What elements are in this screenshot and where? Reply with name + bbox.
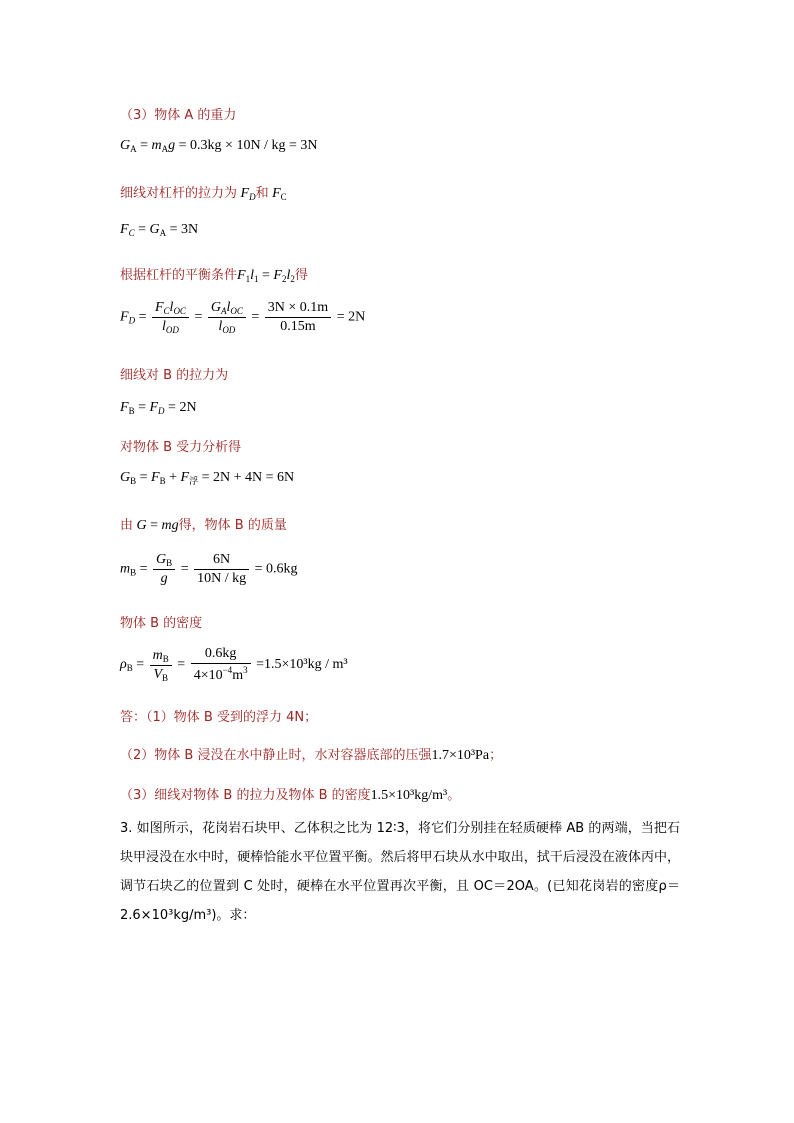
equation-fc-rhs: = 3N	[169, 222, 199, 237]
answer-2	[120, 744, 502, 764]
text-lever-condition: 根据杠杆的平衡条件$F_1l_1 = F_2l_2$得	[120, 268, 308, 284]
text-density-of-b: 物体 B 的密度	[120, 616, 203, 631]
text-you: 由	[120, 518, 134, 533]
fraction-fd-2: $\frac{G_Al_{OC}}{l_{OD}}$	[208, 300, 246, 335]
fraction-fd-3: $\frac{3N \times 0.1m}{0.15m}$	[265, 300, 331, 335]
equation-mb-result: = 0.6kg	[254, 561, 298, 577]
equation-gb-rhs: = 2N + 4N = 6N	[201, 470, 295, 485]
fraction-rho-2: $\frac{0.6kg}{4\times 10^{-4}m^3}$	[191, 646, 251, 684]
fraction-mb-2: $\frac{6N}{10N / kg}$	[194, 552, 249, 587]
fraction-rho-1: $\frac{m_B}{V_B}$	[150, 648, 172, 683]
fraction-fd-1: $\frac{F_Cl_{OC}}{l_{OD}}$	[152, 300, 189, 335]
equation-rho-result: =1.5×10³kg / m³	[256, 657, 348, 673]
equation-ga: $G_A = m_Ag = 0.3kg \times 10N$ / kg = 3N	[120, 138, 318, 154]
text-gravity-of-a: （3）物体 A 的重力	[120, 108, 237, 123]
equation-fc: $F_C = G_A = 3N$	[120, 222, 199, 238]
text-mass-of-b: 得，物体 B 的质量	[178, 518, 287, 533]
text-force-analysis-b: 对物体 B 受力分析得	[120, 440, 242, 455]
text-string-forces: 细线对杠杆的拉力为 $F_D$和 $F_C$	[120, 186, 287, 202]
equation-rho-b: $\rho_B$ = $\frac{m_B}{V_B}$ = $\frac{0.6kg}{4\times 10^{-4}m^3}$ =1.5×10³kg / m³	[120, 646, 348, 683]
answer-2-end: ；	[489, 748, 503, 763]
text-de: 得	[294, 268, 308, 283]
text-from-g-mg: 由 G = mg得，物体 B 的质量	[120, 518, 287, 533]
problem-3-text: 3. 如图所示，花岗岩石块甲、乙体积之比为 12∶3，将它们分别挂在轻质硬棒 AB 的两端，当把石块甲浸没在水中时，硬棒恰能水平位置平衡。然后将甲石块从水中取出，拭干后浸没在液体丙中，调节石块乙的位置到 C 处时，硬棒在水平位置再次平衡，且 OC＝2OA。(已知花岗岩的密度ρ＝2.6×10³kg/m³)。求：	[120, 821, 680, 923]
text-string-on-b: 细线对 B 的拉力为	[120, 368, 229, 383]
answer-1: 答：（1）物体 B 受到的浮力 4N；	[120, 710, 318, 725]
equation-fd: $F_D$ = $\frac{F_Cl_{OC}}{l_{OD}}$ = $\frac{G_Al_{OC}}{l_{OD}}$ = $\frac{3N \times 0.1m}{0.15m}$ = 2N	[120, 300, 366, 335]
fraction-mb-1: $\frac{G_B}{g}$	[153, 552, 175, 587]
text-lever-condition-label: 根据杠杆的平衡条件	[120, 268, 238, 283]
answer-3-end: 。	[447, 788, 461, 803]
equation-mb: $m_B$ = $\frac{G_B}{g}$ = $\frac{6N}{10N / kg}$ = 0.6kg	[120, 552, 298, 586]
answer-3-value: 1.5×10³kg/m³	[370, 788, 448, 803]
equation-gb: $G_B = F_B + F_浮 = 2N + 4N = 6N$	[120, 470, 295, 486]
text-and: 和	[255, 186, 269, 201]
equation-fb: $F_B = F_D = 2N$	[120, 400, 197, 416]
equation-fd-result: = 2N	[336, 309, 366, 325]
equation-ga-rhs: = 0.3kg × 10N / kg = 3N	[178, 138, 318, 153]
equation-fb-rhs: = 2N	[168, 400, 197, 415]
answer-3	[120, 784, 460, 804]
text-string-forces-label: 细线对杠杆的拉力为	[120, 186, 238, 201]
answer-3-text: （3）细线对物体 B 的拉力及物体 B 的密度	[120, 788, 371, 803]
answer-2-value: 1.7×10³Pa	[431, 748, 490, 763]
answer-2-text: （2）物体 B 浸没在水中静止时，水对容器底部的压强	[120, 748, 432, 763]
